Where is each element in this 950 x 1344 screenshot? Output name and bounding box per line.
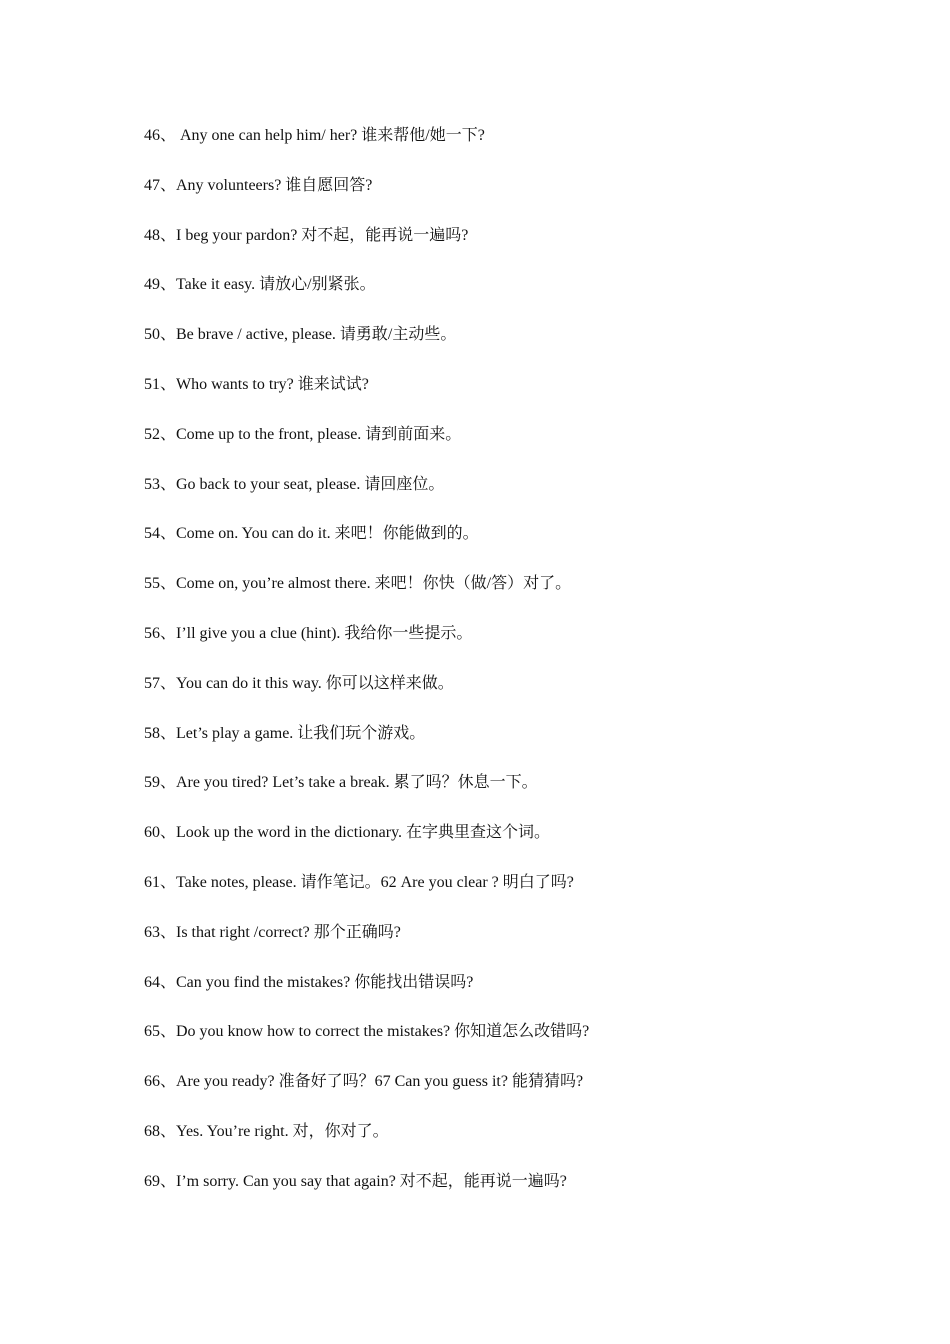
phrase-line: 64、Can you find the mistakes? 你能找出错误吗?	[144, 973, 474, 991]
phrase-line: 65、Do you know how to correct the mistakes? 你知道怎么改错吗?	[144, 1023, 590, 1041]
phrase-line: 58、Let’s play a game. 让我们玩个游戏。	[144, 724, 426, 742]
phrase-line: 60、Look up the word in the dictionary. 在字典里查这个词。	[144, 824, 551, 842]
phrase-line: 59、Are you tired? Let’s take a break. 累了吗？休息一下。	[144, 774, 538, 792]
phrase-line: 46、 Any one can help him/ her? 谁来帮他/她一下?	[144, 127, 485, 144]
phrase-line: 66、Are you ready? 准备好了吗？67 Can you guess it? 能猜猜吗?	[144, 1073, 584, 1091]
phrase-line: 51、Who wants to try? 谁来试试?	[144, 375, 369, 393]
phrase-line: 55、Come on, you’re almost there. 来吧！你快（做/答）对了。	[144, 575, 572, 593]
phrase-line: 53、Go back to your seat, please. 请回座位。	[144, 475, 445, 493]
phrase-line: 54、Come on. You can do it. 来吧！你能做到的。	[144, 525, 479, 543]
phrase-list	[144, 124, 904, 1220]
phrase-line: 61、Take notes, please. 请作笔记。62 Are you clear ? 明白了吗?	[144, 873, 574, 891]
phrase-line: 63、Is that right /correct? 那个正确吗?	[144, 923, 401, 941]
phrase-line: 68、Yes. You’re right. 对，你对了。	[144, 1122, 389, 1140]
phrase-line: 50、Be brave / active, please. 请勇敢/主动些。	[144, 326, 457, 344]
phrase-line: 52、Come up to the front, please. 请到前面来。	[144, 425, 462, 443]
phrase-line: 69、I’m sorry. Can you say that again? 对不起，能再说一遍吗?	[144, 1172, 567, 1190]
phrase-line: 47、Any volunteers? 谁自愿回答?	[144, 176, 373, 194]
phrase-line: 49、Take it easy. 请放心/别紧张。	[144, 276, 376, 294]
phrase-line: 57、You can do it this way. 你可以这样来做。	[144, 674, 454, 692]
phrase-line: 48、I beg your pardon? 对不起，能再说一遍吗?	[144, 226, 469, 244]
phrase-line: 56、I’ll give you a clue (hint). 我给你一些提示。	[144, 624, 473, 642]
